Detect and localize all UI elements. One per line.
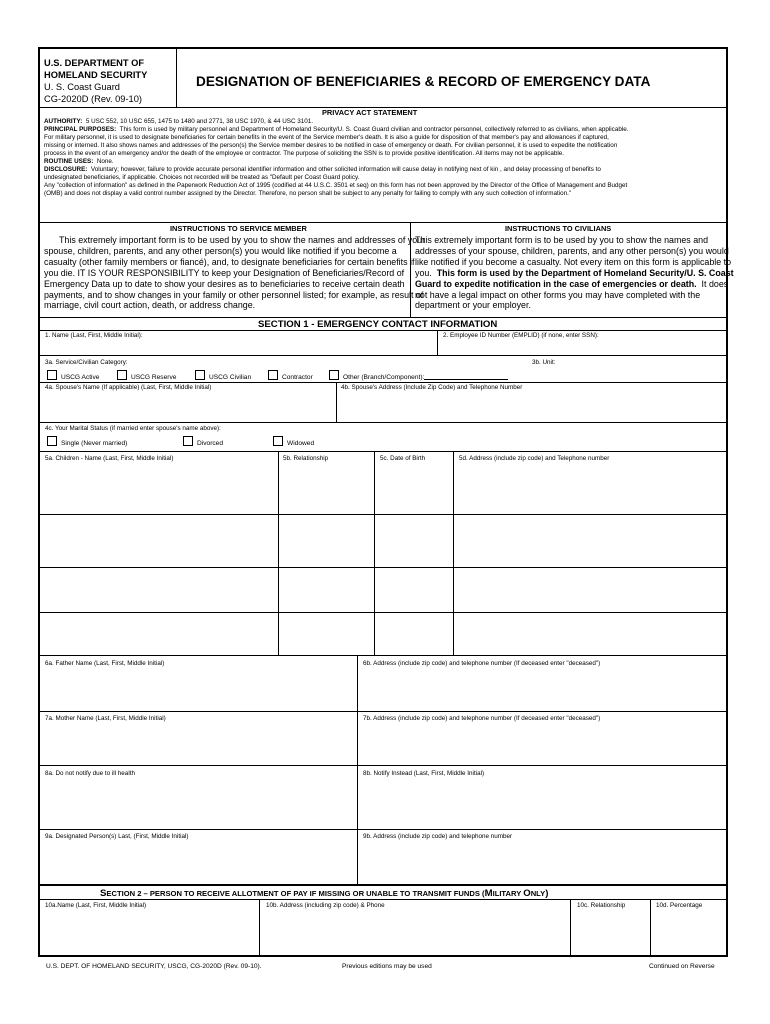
purposes-label: PRINCIPAL PURPOSES: xyxy=(44,126,117,133)
field-9b-designated-address[interactable]: 9b. Address (include zip code) and telephone number xyxy=(363,833,513,840)
section-2-heading-part: M xyxy=(484,888,493,899)
agency-line-1: U.S. DEPARTMENT OF xyxy=(44,58,145,68)
checkbox-uscg-civilian[interactable] xyxy=(195,370,205,380)
agency-line-2: HOMELAND SECURITY xyxy=(44,69,148,80)
field-4c-marital-status: 4c. Your Marital Status (if married enter spouse's name above): xyxy=(45,425,221,432)
footer-previous-editions: Previous editions may be used xyxy=(342,963,432,970)
civilian-line: department or your employer. xyxy=(415,300,531,311)
section-2-heading-part: O xyxy=(523,888,531,899)
section-2-heading-part: NLY xyxy=(530,889,546,898)
footer-form-info: U.S. DEPT. OF HOMELAND SECURITY, USCG, CG-2020D (Rev. 09-10). xyxy=(46,963,262,970)
field-4b-spouse-address[interactable]: 4b. Spouse's Address (Include Zip Code) and Telephone Number xyxy=(341,384,523,391)
field-5d-address: 5d. Address (include zip code) and Telephone number xyxy=(459,455,610,462)
member-line: payments, and to show changes in your family or other personnel listed; for example, as result of xyxy=(44,289,424,300)
civilian-line: you. xyxy=(415,267,432,278)
authority-label: AUTHORITY: xyxy=(44,118,83,125)
civilian-line-bold: This form is used by the Department of Homeland Security/U. S. Coast xyxy=(436,267,734,278)
section-2-heading-part: ECTION 2 – PERSON TO RECEIVE ALLOTMENT OF PAY IF MISSING OR UNABLE TO TRANSMIT FUNDS ( xyxy=(106,889,485,898)
field-10b-address[interactable]: 10b. Address (including zip code) & Phone xyxy=(266,902,385,909)
checkbox-single[interactable] xyxy=(47,436,57,446)
section-2-heading xyxy=(100,888,548,899)
other-branch-input[interactable] xyxy=(424,372,508,380)
checkbox-uscg-active[interactable] xyxy=(47,370,57,380)
civilian-line-bold: Guard to expedite notification in the case of emergencies or death. xyxy=(415,278,697,289)
agency-block xyxy=(44,58,147,81)
member-line: Emergency Data up to date to show your desires as to beneficiaries to receive certain death xyxy=(44,278,405,289)
section-2-heading-part: S xyxy=(100,888,107,899)
field-3a-category: 3a. Service/Civilian Category: xyxy=(45,359,128,366)
civilian-line: like notified if you become a casualty. Not every item on this form is applicable to xyxy=(415,256,732,267)
member-line: you die. IT IS YOUR RESPONSIBILITY to keep your Designation of Beneficiaries/Record of xyxy=(44,267,405,278)
label-uscg-reserve: USCG Reserve xyxy=(131,374,177,381)
field-4a-spouse-name[interactable]: 4a. Spouse's Name (If applicable) (Last, First, Middle Initial) xyxy=(45,384,212,391)
privacy-heading: PRIVACY ACT STATEMENT xyxy=(322,108,418,117)
routine-label: ROUTINE USES: xyxy=(44,158,94,165)
section-2-heading-part: ) xyxy=(545,888,549,899)
instructions-civilians-heading: INSTRUCTIONS TO CIVILIANS xyxy=(505,224,612,233)
member-line: spouse, children, parents, and any other person(s) you would like notified if you become a xyxy=(44,245,397,256)
field-1-name[interactable]: 1. Name (Last, First, Middle Initial): xyxy=(45,332,143,339)
checkbox-other[interactable] xyxy=(329,370,339,380)
civilian-line: not have a legal impact on other forms you may have completed with the xyxy=(415,289,701,300)
purposes-line-2: For military personnel, it is used to designate beneficiaries for certain benefits in the event of the Service member's death. It is also a guide for disposition of that member's pay and allowances if captured, xyxy=(44,134,609,141)
field-6a-father-name[interactable]: 6a. Father Name (Last, First, Middle Initial) xyxy=(45,660,165,667)
field-7b-mother-address[interactable]: 7b. Address (include zip code) and telephone number (If deceased enter "deceased") xyxy=(363,715,601,722)
civilian-line: It does xyxy=(701,278,729,289)
privacy-statement xyxy=(44,118,628,198)
checkbox-divorced[interactable] xyxy=(183,436,193,446)
checkbox-contractor[interactable] xyxy=(268,370,278,380)
authority-text: 5 USC 552, 10 USC 655, 1475 to 1480 and 2771, 38 USC 1970, & 44 USC 3101. xyxy=(85,118,314,125)
field-10c-relationship[interactable]: 10c. Relationship xyxy=(577,902,626,909)
section-1-heading: SECTION 1 - EMERGENCY CONTACT INFORMATION xyxy=(258,319,498,330)
field-5a-children-name: 5a. Children - Name (Last, First, Middle Initial) xyxy=(45,455,174,462)
field-7a-mother-name[interactable]: 7a. Mother Name (Last, First, Middle Initial) xyxy=(45,715,166,722)
field-9a-designated-person[interactable]: 9a. Designated Person(s) Last, (First, Middle Initial) xyxy=(45,833,189,840)
field-3b-unit[interactable]: 3b. Unit: xyxy=(532,359,556,366)
label-other: Other (Branch/Component): xyxy=(343,374,425,381)
label-single: Single (Never married) xyxy=(61,440,128,447)
disclosure-line-2: undesignated beneficiaries, if applicable. Choices not recorded will be treated as "Default per Coast Guard policy. xyxy=(44,174,360,181)
collection-line-2: (OMB) and does not display a valid control number assigned by the Director. Therefore, no person shall be subject to any penalty for failing to comply with any such collection of information." xyxy=(44,190,572,197)
civilian-line: addresses of your spouse, children, parents, and any other person(s) you would xyxy=(415,245,729,256)
label-contractor: Contractor xyxy=(282,374,313,381)
checkbox-uscg-reserve[interactable] xyxy=(117,370,127,380)
field-5b-relationship: 5b. Relationship xyxy=(283,455,329,462)
member-line: casualty (other family members or fiancé), and, to designate beneficiaries for certain benefits if xyxy=(44,256,415,267)
form-id: CG-2020D (Rev. 09-10) xyxy=(44,94,142,104)
footer-continued: Continued on Reverse xyxy=(649,963,715,970)
form-title: DESIGNATION OF BENEFICIARIES & RECORD OF EMERGENCY DATA xyxy=(196,74,651,89)
collection-line-1: Any "collection of information" as defined in the Paperwork Reduction Act of 1995 (codified at 44 U.S.C. 3501 et seq) on this form has not been approved by the Director of the Office of Management and Budget xyxy=(44,182,628,189)
purposes-line-4: process in the event of an emergency and/or the death of the employee or contractor. The purpose of soliciting the SSN is to provide positive identification. All items may not be applicable. xyxy=(44,150,565,157)
instructions-member-heading: INSTRUCTIONS TO SERVICE MEMBER xyxy=(170,224,307,233)
agency-subtitle: U. S. Coast Guard xyxy=(44,82,120,92)
instructions-civilians-text xyxy=(415,235,734,311)
routine-text: None. xyxy=(96,158,114,165)
disclosure-line-1: Voluntary; however, failure to provide accurate personal identifier information and other solicited information will cause delay in notifying next of kin , and delay processing of benefits to xyxy=(90,166,601,173)
field-6b-father-address[interactable]: 6b. Address (include zip code) and telephone number (If deceased enter "deceased") xyxy=(363,660,601,667)
label-uscg-civilian: USCG Civilian xyxy=(209,374,252,381)
field-8a-do-not-notify[interactable]: 8a. Do not notify due to ill health xyxy=(45,770,135,777)
field-2-employee-id[interactable]: 2. Employee ID Number (EMPLID) (if none, enter SSN): xyxy=(443,332,599,339)
field-8b-notify-instead[interactable]: 8b. Notify Instead (Last, First, Middle Initial) xyxy=(363,770,485,777)
civilian-line: This extremely important form is to be used by you to show the names and xyxy=(415,235,709,245)
purposes-line-1: This form is used by military personnel and Department of Homeland Security/U. S. Coast Guard civilian and contractor personnel, collectively referred to as civilians, when applicable. xyxy=(119,126,629,133)
label-divorced: Divorced xyxy=(197,440,224,447)
instructions-member-text xyxy=(44,235,425,311)
field-10a-name[interactable]: 10a.Name (Last, First, Middle Initial) xyxy=(45,902,147,909)
member-line: This extremely important form is to be used by you to show the names and addresses of your xyxy=(59,235,426,245)
member-line: marriage, civil court action, death, or address change. xyxy=(44,300,256,311)
field-5c-date-of-birth: 5c. Date of Birth xyxy=(380,455,426,462)
label-widowed: Widowed xyxy=(287,440,315,447)
purposes-line-3: missing or interned. It also shows names and addresses of the person(s) the Service member desires to be notified in case of emergency or death. For civilian personnel, it is used to expedite the notification xyxy=(44,142,618,149)
checkbox-widowed[interactable] xyxy=(273,436,283,446)
field-10d-percentage[interactable]: 10d. Percentage xyxy=(656,902,703,909)
label-uscg-active: USCG Active xyxy=(61,374,100,381)
disclosure-label: DISCLOSURE: xyxy=(44,166,88,173)
section-2-heading-part: ILITARY xyxy=(492,889,524,898)
